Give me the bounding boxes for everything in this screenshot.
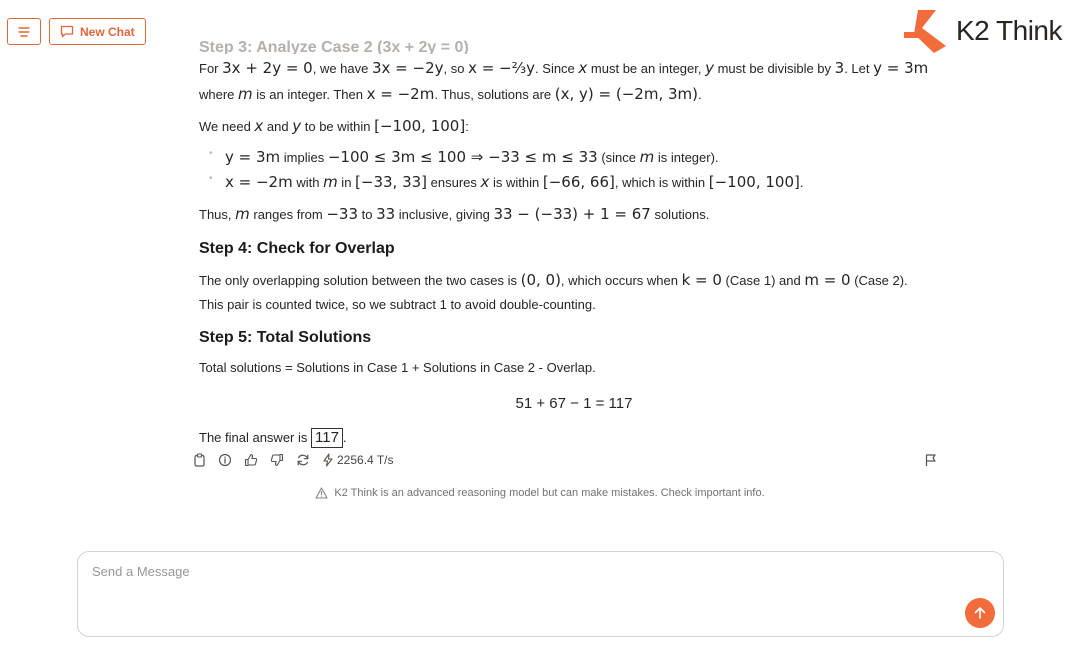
copy-button[interactable] — [190, 451, 208, 469]
menu-icon — [18, 27, 30, 37]
disclaimer — [0, 487, 1080, 499]
total-equation: 51 + 67 − 1 = 117 — [515, 395, 633, 413]
range-paragraph: We need x and y to be within [−100, 100]: — [199, 117, 469, 135]
message-input[interactable] — [92, 564, 952, 594]
case2-paragraph: For 3x + 2y = 0, we have 3x = −2y, so x = −⅔y. Since x must be an integer, y must be divisible by 3. Let y = 3m where m is an integer. Then x = −2m. Thus, solutions are (x, y) = (−2m, 3m). — [199, 59, 929, 103]
report-button[interactable] — [922, 451, 940, 469]
assistant-message — [199, 34, 939, 456]
k2-logo-icon — [902, 8, 948, 54]
thumbs-down-icon — [270, 453, 284, 467]
clipboard-icon — [193, 453, 206, 467]
range-list — [209, 145, 939, 196]
new-chat-button[interactable] — [49, 18, 146, 45]
thumbs-up-button[interactable] — [242, 451, 260, 469]
final-answer-box: 117 — [311, 428, 343, 448]
brand-name: K2 Think — [956, 15, 1062, 46]
thumbs-up-icon — [244, 453, 258, 467]
thumbs-down-button[interactable] — [268, 451, 286, 469]
sidebar-toggle-button[interactable] — [7, 18, 41, 45]
info-button[interactable] — [216, 451, 234, 469]
cut-off-heading: Step 3: Analyze Case 2 (3x + 2y = 0) — [199, 39, 469, 54]
refresh-icon — [296, 453, 310, 467]
disclaimer-text: K2 Think is an advanced reasoning model but can make mistakes. Check important info. — [334, 487, 765, 499]
new-chat-label: New Chat — [80, 24, 135, 39]
overlap-paragraph: The only overlapping solution between the two cases is (0, 0), which occurs when k = 0 (Case 1) and m = 0 (Case 2). This pair is counted twice, so we subtract 1 to avoid double-counting. — [199, 271, 908, 312]
top-bar — [7, 18, 146, 45]
step5-heading: Step 5: Total Solutions — [199, 328, 372, 346]
arrow-up-icon — [973, 606, 987, 620]
total-paragraph: Total solutions = Solutions in Case 1 + Solutions in Case 2 - Overlap. — [199, 359, 596, 375]
info-icon — [218, 453, 232, 467]
chat-bubble-icon — [60, 25, 74, 38]
brand-logo — [902, 8, 1062, 54]
message-composer — [77, 551, 1004, 637]
regenerate-button[interactable] — [294, 451, 312, 469]
final-answer: The final answer is 117 . — [199, 428, 347, 446]
speed-value: 2256.4 T/s — [337, 453, 394, 467]
count-paragraph: Thus, m ranges from −33 to 33 inclusive, giving 33 − (−33) + 1 = 67 solutions. — [199, 204, 710, 223]
lightning-icon — [322, 453, 334, 467]
send-button[interactable] — [965, 598, 995, 628]
warning-icon — [315, 487, 328, 499]
step4-heading: Step 4: Check for Overlap — [199, 240, 395, 257]
speed-indicator — [322, 453, 393, 467]
list-item: • y = 3m implies −100 ≤ 3m ≤ 100 ⇒ −33 ≤ m ≤ 33 (since m is integer). — [209, 145, 939, 171]
list-item: • x = −2m with m in [−33, 33] ensures x is within [−66, 66], which is within [−100, 100]. — [209, 170, 939, 196]
message-actions — [190, 451, 940, 469]
flag-icon — [924, 453, 938, 467]
